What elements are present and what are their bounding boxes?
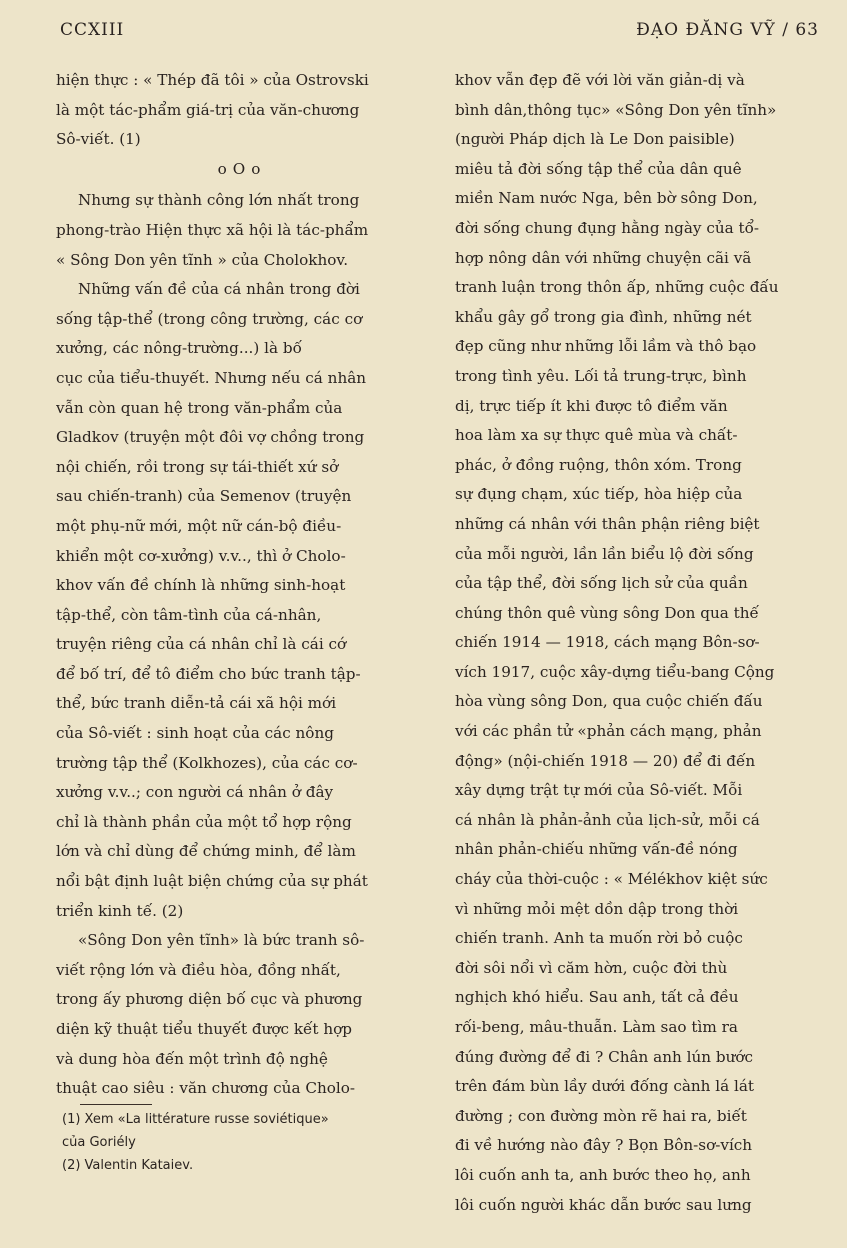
text-line: Nhưng sự thành công lớn nhất trong	[78, 191, 360, 210]
text-line: phong-trào Hiện thực xã hội là tác-phẩm	[56, 220, 369, 239]
text-line: xưởng, các nông-trường...) là bố	[56, 339, 302, 358]
text-line: lớn và chỉ dùng để chứng minh, để làm	[56, 842, 356, 861]
text-line: nổi bật định luật biện chứng của sự phát	[56, 872, 368, 891]
text-line: chiến 1914 — 1918, cách mạng Bôn-sơ-	[455, 633, 760, 652]
text-line: nghịch khó hiểu. Sau anh, tất cả đều	[455, 988, 739, 1007]
text-line: hiện thực : « Thép đã tôi » của Ostrovski	[56, 71, 369, 89]
text-line: đúng đường để đi ? Chân anh lún bước	[455, 1047, 753, 1066]
text-line: vì những mỏi mệt dồn dập trong thời	[455, 899, 739, 918]
text-line: viết rộng lớn và điều hòa, đồng nhất,	[56, 960, 341, 979]
text-line: lôi cuốn anh ta, anh bước theo họ, anh	[455, 1165, 751, 1184]
text-line: xây dựng trật tự mới của Sô-viết. Mỗi	[455, 781, 743, 800]
text-line: Sô-viết. (1)	[56, 130, 141, 149]
text-line: vẫn còn quan hệ trong văn-phẩm của	[56, 398, 343, 417]
text-line: của Sô-viết : sinh hoạt của các nông	[56, 724, 334, 743]
text-line: Những vấn đề của cá nhân trong đời	[78, 280, 360, 299]
text-line: và dung hòa đến một trình độ nghệ	[56, 1049, 328, 1068]
left-text-column	[56, 66, 428, 1104]
text-line: sau chiến-tranh) của Semenov (truyện	[56, 487, 352, 506]
text-line: vích 1917, cuộc xây-dựng tiểu-bang Cộng	[455, 662, 775, 681]
text-line: khov vấn đề chính là những sinh-hoạt	[56, 576, 346, 595]
chapter-number: CCXIII	[60, 20, 125, 40]
text-line: thể, bức tranh diễn-tả cái xã hội mới	[56, 694, 337, 713]
text-line: trên đám bùn lầy dưới đống cành lá lát	[455, 1077, 755, 1096]
text-line: khẩu gây gổ trong gia đình, những nét	[455, 307, 752, 326]
running-title-and-page-number: ĐẠO ĐĂNG VỸ / 63	[636, 20, 819, 40]
text-line: một phụ-nữ mới, một nữ cán-bộ điều-	[56, 516, 342, 535]
footnote-divider	[80, 1104, 152, 1105]
text-line: của mỗi người, lần lần biểu lộ đời sống	[455, 544, 754, 563]
text-line: dị, trực tiếp ít khi được tô điểm văn	[455, 396, 728, 415]
page-header	[60, 20, 819, 46]
text-line: trong ấy phương diện bố cục và phương	[56, 990, 363, 1009]
text-line: cục của tiểu-thuyết. Nhưng nếu cá nhân	[56, 368, 367, 387]
text-line: khov vẫn đẹp đẽ với lời văn giản-dị và	[455, 71, 745, 89]
text-line: hòa vùng sông Don, qua cuộc chiến đấu	[455, 692, 763, 711]
section-separator: oOo	[217, 159, 267, 178]
text-line: để bố trí, để tô điểm cho bức tranh tập-	[56, 664, 361, 683]
text-line: chiến tranh. Anh ta muốn rời bỏ cuộc	[455, 929, 743, 948]
text-line: hợp nông dân với những chuyện cãi vã	[455, 248, 752, 267]
text-line: trường tập thể (Kolkhozes), của các cơ-	[56, 753, 358, 772]
text-line: xưởng v.v..; con người cá nhân ở đây	[56, 783, 334, 802]
text-line: bình dân,thông tục» «Sông Don yên tĩnh»	[455, 100, 777, 119]
footnote-line: của Goriély	[62, 1135, 136, 1150]
text-line: lôi cuốn người khác dẫn bước sau lưng	[455, 1195, 752, 1214]
text-line: đường ; con đường mòn rẽ hai ra, biết	[455, 1106, 747, 1125]
footnotes	[62, 1108, 422, 1177]
text-line: đời sống chung đụng hằng ngày của tổ-	[455, 218, 760, 237]
text-line: hoa làm xa sự thực quê mùa và chất-	[455, 426, 738, 445]
text-line: sự đụng chạm, xúc tiếp, hòa hiệp của	[455, 485, 743, 504]
text-line: với các phần tử «phản cách mạng, phản	[455, 722, 762, 741]
text-line: những cá nhân với thân phận riêng biệt	[455, 514, 760, 533]
text-line: truyện riêng của cá nhân chỉ là cái cớ	[56, 635, 347, 654]
text-line: tranh luận trong thôn ấp, những cuộc đấu	[455, 278, 779, 297]
text-line: triển kinh tế. (2)	[56, 901, 184, 920]
text-line: tập-thể, còn tâm-tình của cá-nhân,	[56, 605, 322, 624]
text-line: chỉ là thành phần của một tổ hợp rộng	[56, 812, 352, 831]
text-line: diện kỹ thuật tiểu thuyết được kết hợp	[56, 1020, 352, 1038]
text-line: trong tình yêu. Lối tả trung-trực, bình	[455, 366, 747, 385]
text-line: (người Pháp dịch là Le Don paisible)	[455, 130, 735, 149]
footnote-line: (1) Xem «La littérature russe soviétique»	[62, 1112, 329, 1127]
text-line: chúng thôn quê vùng sông Don qua thế	[455, 603, 759, 622]
text-line: rối-beng, mâu-thuẫn. Làm sao tìm ra	[455, 1018, 738, 1036]
text-line: Gladkov (truyện một đôi vợ chồng trong	[56, 428, 365, 447]
text-line: đẹp cũng như những lỗi lầm và thô bạo	[455, 337, 757, 356]
text-line: đời sôi nổi vì căm hờn, cuộc đời thù	[455, 958, 728, 977]
text-line: đi về hướng nào đây ? Bọn Bôn-sơ-vích	[455, 1136, 753, 1155]
text-line: miêu tả đời sống tập thể của dân quê	[455, 159, 742, 178]
text-line: của tập thể, đời sống lịch sử của quần	[455, 574, 748, 593]
text-line: « Sông Don yên tĩnh » của Cholokhov.	[56, 250, 349, 269]
text-line: cá nhân là phản-ảnh của lịch-sử, mỗi cá	[455, 810, 760, 829]
right-text-column	[455, 66, 825, 1220]
text-line: miền Nam nước Nga, bên bờ sông Don,	[455, 189, 758, 208]
text-line: khiển một cơ-xưởng) v.v.., thì ở Cholo-	[56, 546, 346, 565]
text-line: thuật cao siêu : văn chương của Cholo-	[56, 1079, 356, 1098]
text-line: nội chiến, rồi trong sự tái-thiết xứ sở	[56, 457, 339, 476]
footnote-line: (2) Valentin Kataiev.	[62, 1158, 194, 1173]
text-line: nhân phản-chiếu những vấn-đề nóng	[455, 840, 738, 859]
text-line: là một tác-phẩm giá-trị của văn-chương	[56, 100, 360, 119]
text-line: động» (nội-chiến 1918 — 20) để đi đến	[455, 751, 756, 770]
text-line: sống tập-thể (trong công trường, các cơ	[56, 309, 363, 328]
text-line: «Sông Don yên tĩnh» là bức tranh sô-	[78, 931, 365, 950]
text-line: cháy của thời-cuộc : « Mélékhov kiệt sức	[455, 870, 768, 889]
text-line: phác, ở đồng ruộng, thôn xóm. Trong	[455, 455, 742, 474]
